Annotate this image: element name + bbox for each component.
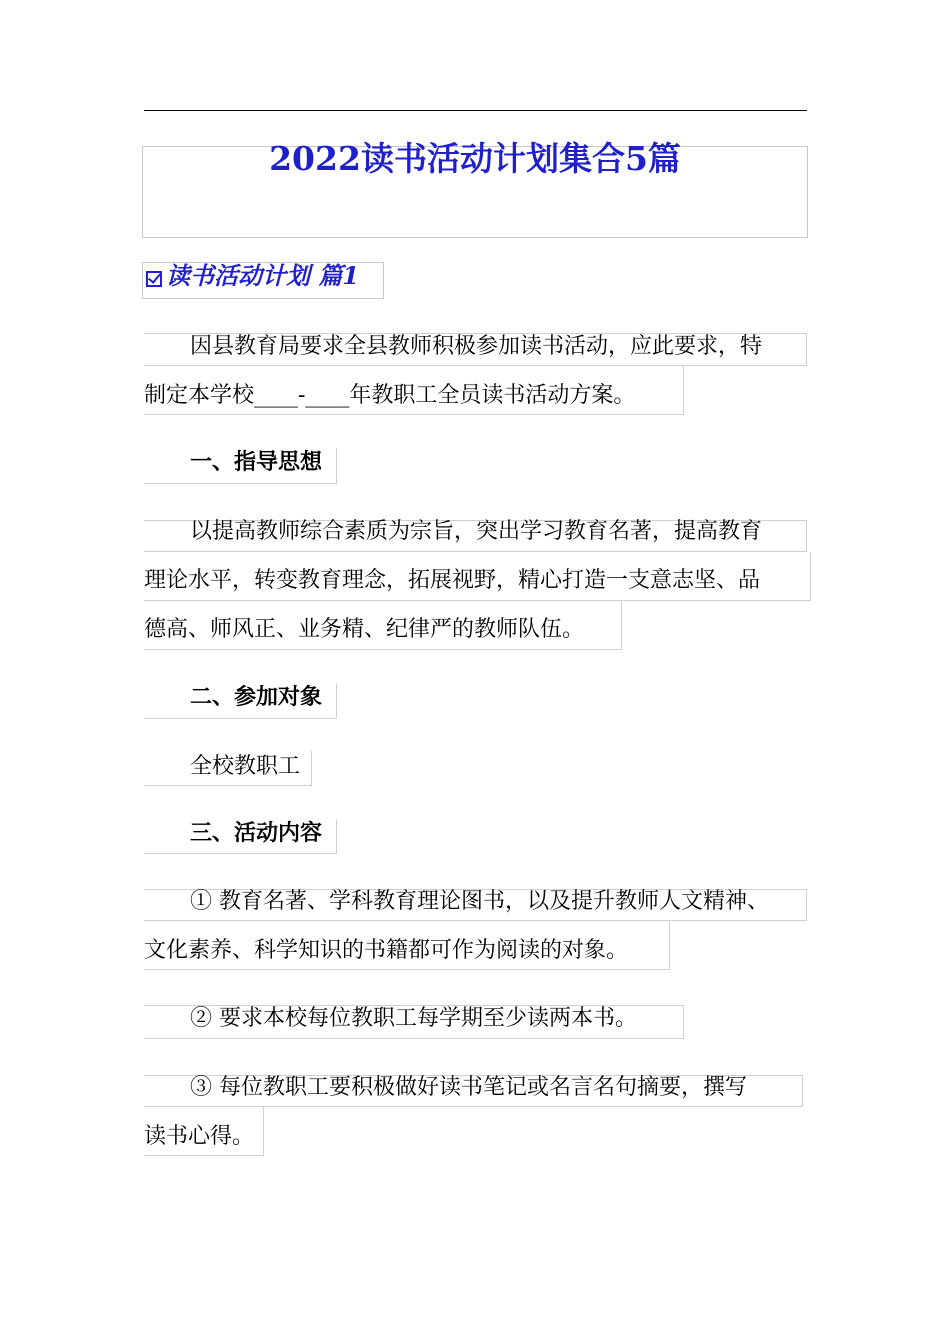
top-rule [144,110,807,111]
guiding-paragraph [144,507,808,654]
intro-paragraph [144,322,808,420]
item-2-paragraph [144,994,808,1043]
paragraph-line: 以提高教师综合素质为宗旨，突出学习教育名著，提高教育 [190,519,763,544]
paragraph-line: ③ 每位教职工要积极做好读书笔记或名言名句摘要，撰写 [190,1075,747,1100]
paragraph-line: 制定本学校____-____年教职工全员读书活动方案。 [144,383,636,408]
participants-paragraph [144,742,808,791]
paragraph-line: 读书心得。 [144,1124,255,1149]
item-1-paragraph [144,877,808,975]
document-title: 2022读书活动计划集合5篇 [269,139,681,178]
paragraph-line: 全校教职工 [190,754,301,779]
paragraph-line: 文化素养、科学知识的书籍都可作为阅读的对象。 [144,938,629,963]
paragraph-line: 德高、师风正、业务精、纪律严的教师队伍。 [144,617,585,642]
checkbox-checked-icon [146,271,162,287]
paragraph-line: 因县教育局要求全县教师积极参加读书活动，应此要求，特 [190,334,763,359]
paragraph-line: ① 教育名著、学科教育理论图书，以及提升教师人文精神、 [190,889,769,914]
section-title [146,258,359,294]
section-title-text: 读书活动计划 篇1 [166,261,360,290]
heading-guiding-ideology: 一、指导思想 [190,450,323,475]
heading-participants: 二、参加对象 [190,685,323,710]
heading-activity-content: 三、活动内容 [190,821,323,846]
paragraph-line: ② 要求本校每位教职工每学期至少读两本书。 [190,1006,637,1031]
paragraph-line: 理论水平，转变教育理念，拓展视野，精心打造一支意志坚、品 [144,568,761,593]
item-3-paragraph [144,1063,808,1161]
